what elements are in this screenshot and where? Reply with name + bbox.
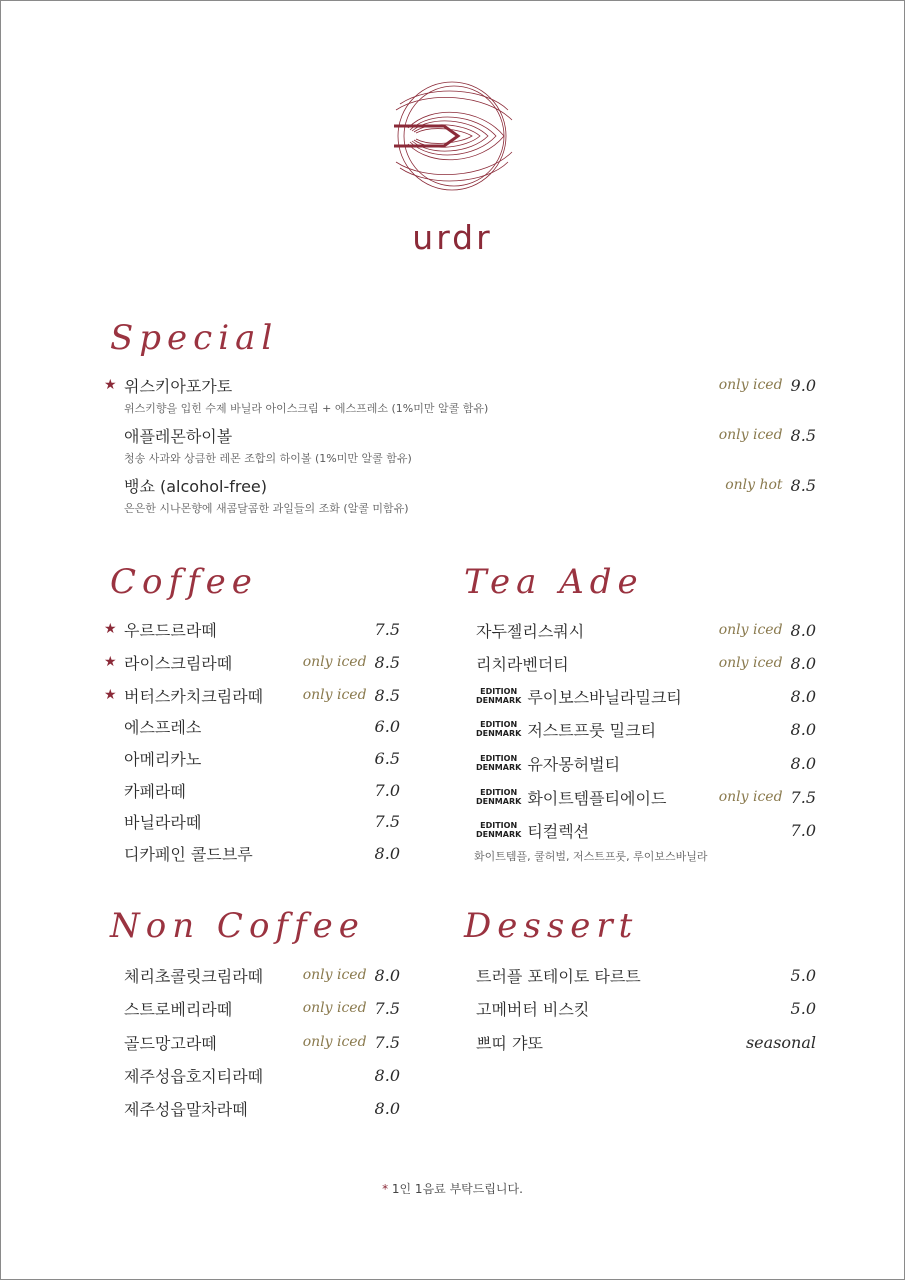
star-icon: ★ [104, 377, 117, 393]
item-price: 7.0 [374, 780, 400, 800]
menu-item [124, 470, 816, 500]
menu-item [124, 775, 400, 805]
item-price: 5.0 [790, 965, 816, 985]
item-note: only iced [302, 654, 367, 670]
menu-item [476, 993, 816, 1023]
menu-item [104, 370, 816, 400]
item-note: only iced [718, 377, 783, 393]
menu-item [124, 993, 400, 1023]
item-price: 6.0 [374, 716, 400, 736]
item-price: 8.0 [790, 653, 816, 673]
edition-denmark-logo: EDITION DENMARK [476, 720, 522, 738]
item-note: only iced [302, 1000, 367, 1016]
section-heading-dessert: Dessert [464, 906, 639, 946]
item-price: 7.0 [790, 820, 816, 840]
item-note: only iced [302, 1034, 367, 1050]
item-description: 청송 사과와 상큼한 레몬 조합의 하이볼 (1%미만 알콜 함유) [124, 452, 412, 465]
menu-item [124, 420, 816, 450]
item-price: 8.5 [790, 475, 816, 495]
item-name: 쁘띠 갸또 [476, 1033, 543, 1053]
section-heading-tea-ade: Tea Ade [464, 562, 644, 602]
item-price: 8.5 [790, 425, 816, 445]
menu-item [124, 1060, 400, 1090]
menu-item [476, 1027, 816, 1057]
item-note: only iced [718, 622, 783, 638]
footer-text: 1인 1음료 부탁드립니다. [391, 1182, 523, 1196]
section-heading-coffee: Coffee [110, 562, 258, 602]
menu-item [476, 714, 816, 744]
asterisk: * [382, 1182, 389, 1196]
edition-denmark-logo: EDITION DENMARK [476, 687, 522, 705]
item-name: 우르드르라떼 [124, 620, 217, 640]
menu-item [104, 680, 400, 710]
item-name: 루이보스바닐라밀크티 [527, 687, 682, 707]
menu-item [124, 838, 400, 868]
item-name: 아메리카노 [124, 749, 202, 769]
item-price: 8.0 [374, 965, 400, 985]
item-price: seasonal [745, 1032, 816, 1052]
item-name: 제주성읍호지티라떼 [124, 1066, 264, 1086]
menu-item [124, 1093, 400, 1123]
item-note: only iced [302, 687, 367, 703]
item-name: 리치라벤더티 [476, 654, 569, 674]
item-name: 유자몽허벌티 [527, 754, 621, 774]
star-icon: ★ [104, 654, 117, 670]
item-note: only hot [725, 477, 783, 493]
item-name: 티컬렉션 [527, 821, 590, 841]
item-name: 위스키아포가토 [124, 376, 233, 396]
item-name: 애플레몬하이볼 [124, 426, 233, 446]
menu-item [124, 960, 400, 990]
item-price: 8.0 [374, 1098, 400, 1118]
item-description: 위스키향을 입힌 수제 바닐라 아이스크림 + 에스프레소 (1%미만 알콜 함유) [124, 402, 489, 415]
item-name: 화이트템플티에이드 [527, 788, 667, 808]
menu-item [104, 647, 400, 677]
item-name: 에스프레소 [124, 717, 202, 737]
item-description: 화이트템플, 쿨허벌, 저스트프룻, 루이보스바닐라 [474, 850, 708, 863]
item-name: 제주성읍말차라떼 [124, 1099, 248, 1119]
menu-item [476, 748, 816, 778]
section-heading-non-coffee: Non Coffee [110, 906, 365, 946]
edition-denmark-logo: EDITION DENMARK [476, 754, 522, 772]
star-icon: ★ [104, 687, 117, 703]
item-note: only iced [302, 967, 367, 983]
item-price: 7.5 [374, 619, 400, 639]
menu-item [124, 1027, 400, 1057]
edition-denmark-logo: EDITION DENMARK [476, 788, 522, 806]
item-price: 8.0 [374, 843, 400, 863]
item-note: only iced [718, 789, 783, 805]
urdr-logo [386, 80, 518, 192]
item-name: 뱅쇼 (alcohol-free) [124, 476, 268, 496]
item-price: 5.0 [790, 998, 816, 1018]
item-name: 디카페인 콜드브루 [124, 844, 253, 864]
item-price: 8.0 [790, 620, 816, 640]
star-icon: ★ [104, 621, 117, 637]
item-name: 라이스크림라떼 [124, 653, 233, 673]
item-name: 저스트프룻 밀크티 [527, 720, 657, 740]
section-heading-special: Special [110, 318, 279, 358]
menu-item [476, 815, 816, 845]
item-name: 트러플 포테이토 타르트 [476, 966, 641, 986]
item-price: 8.0 [790, 686, 816, 706]
menu-item [124, 711, 400, 741]
item-price: 7.5 [790, 787, 816, 807]
footer-note [0, 1180, 905, 1197]
menu-item [476, 615, 816, 645]
item-price: 9.0 [790, 375, 816, 395]
menu-item [124, 806, 400, 836]
menu-item [476, 960, 816, 990]
item-price: 8.0 [790, 719, 816, 739]
menu-item [104, 614, 400, 644]
item-price: 6.5 [374, 748, 400, 768]
item-name: 골드망고라떼 [124, 1033, 217, 1053]
item-name: 카페라떼 [124, 781, 186, 801]
item-name: 버터스카치크림라떼 [124, 686, 264, 706]
menu-item [476, 681, 816, 711]
menu-item [476, 648, 816, 678]
item-price: 7.5 [374, 811, 400, 831]
item-description: 은은한 시나몬향에 새콤달콤한 과일들의 조화 (알콜 미함유) [124, 502, 409, 515]
item-name: 바닐라라떼 [124, 812, 202, 832]
brand-name: urdr [412, 218, 493, 257]
item-note: only iced [718, 655, 783, 671]
item-name: 체리초콜릿크림라떼 [124, 966, 264, 986]
item-name: 스트로베리라떼 [124, 999, 233, 1019]
menu-item [124, 743, 400, 773]
item-name: 자두젤리스쿼시 [476, 621, 585, 641]
item-name: 고메버터 비스킷 [476, 999, 590, 1019]
item-price: 8.0 [790, 753, 816, 773]
item-price: 8.5 [374, 685, 400, 705]
menu-item [476, 782, 816, 812]
item-price: 8.0 [374, 1065, 400, 1085]
item-note: only iced [718, 427, 783, 443]
item-price: 7.5 [374, 1032, 400, 1052]
item-price: 7.5 [374, 998, 400, 1018]
item-price: 8.5 [374, 652, 400, 672]
edition-denmark-logo: EDITION DENMARK [476, 821, 522, 839]
